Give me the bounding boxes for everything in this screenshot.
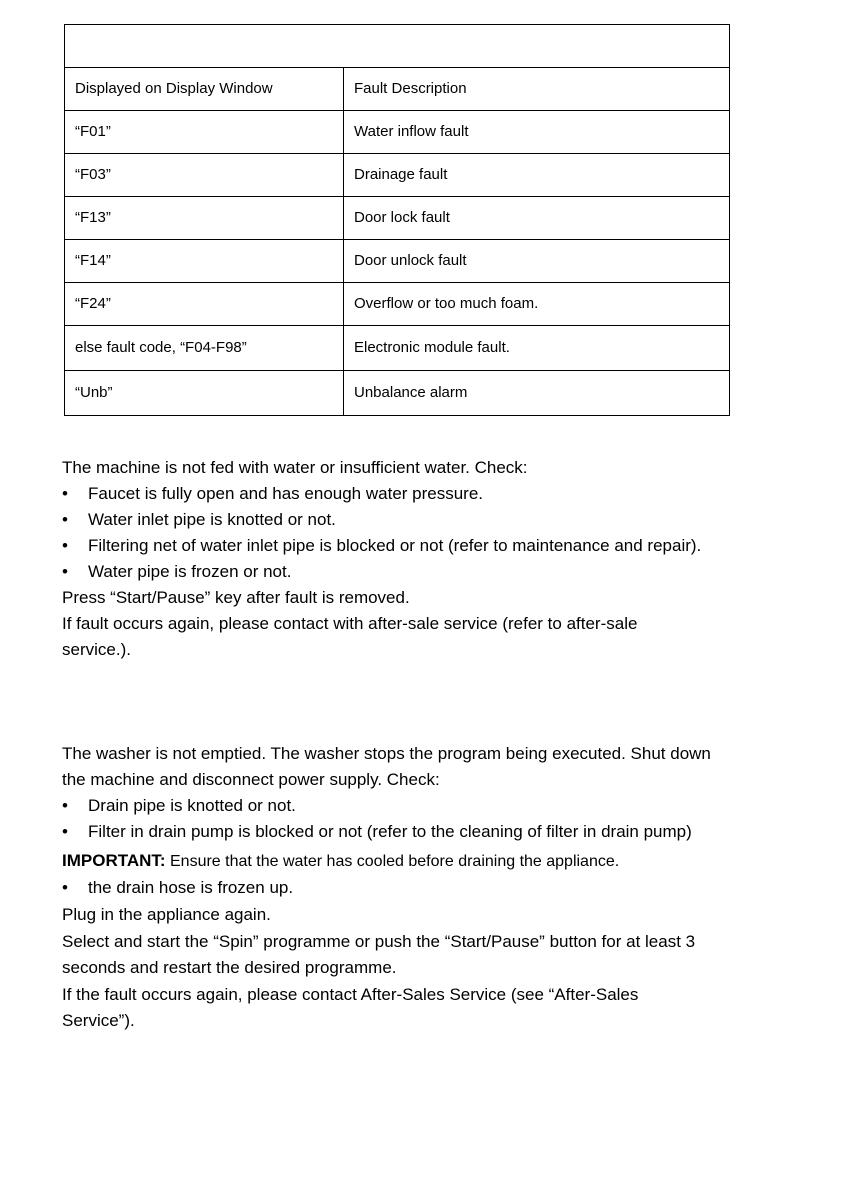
- table-title-row: [65, 25, 730, 68]
- table-row: [65, 197, 730, 240]
- water-press-start: Press “Start/Pause” key after fault is removed.: [62, 588, 410, 607]
- bullet-icon: •: [62, 562, 68, 581]
- header-display-window: Displayed on Display Window: [65, 68, 344, 111]
- drain-intro: The washer is not emptied. The washer stops the program being executed. Shut down the machine and disconnect power supply. Check:: [62, 744, 711, 789]
- table-row: [65, 154, 730, 197]
- fault-code-cell: “F03”: [65, 154, 344, 197]
- important-note: [62, 848, 762, 875]
- table-row: [65, 111, 730, 154]
- water-check-list: [62, 481, 762, 585]
- table-row: [65, 371, 730, 416]
- list-item: [62, 559, 762, 585]
- fault-description-cell: Drainage fault: [344, 154, 730, 197]
- list-item-text: Drain pipe is knotted or not.: [88, 796, 296, 815]
- bullet-icon: •: [62, 536, 68, 555]
- fault-code-cell: “Unb”: [65, 371, 344, 416]
- important-label: IMPORTANT:: [62, 851, 166, 870]
- bullet-icon: •: [62, 822, 68, 841]
- drainage-section: [62, 741, 762, 1034]
- bullet-icon: •: [62, 510, 68, 529]
- drain-frozen-list: [62, 875, 762, 901]
- fault-description-cell: Overflow or too much foam.: [344, 283, 730, 326]
- drain-plug-in: Plug in the appliance again.: [62, 905, 271, 924]
- list-item-text: the drain hose is frozen up.: [88, 878, 294, 897]
- fault-code-cell: “F01”: [65, 111, 344, 154]
- drain-check-list: [62, 793, 762, 845]
- table-row: [65, 240, 730, 283]
- fault-description-cell: Door lock fault: [344, 197, 730, 240]
- fault-code-table: [64, 24, 730, 416]
- list-item-text: Filter in drain pump is blocked or not (refer to the cleaning of filter in drain pump): [88, 822, 692, 841]
- drain-select-spin: Select and start the “Spin” programme or push the “Start/Pause” button for at least 3 seconds and restart the desired programme.: [62, 932, 696, 977]
- table-title-cell: [65, 25, 730, 68]
- bullet-icon: •: [62, 878, 68, 897]
- list-item: [62, 793, 762, 819]
- list-item-text: Water inlet pipe is knotted or not.: [88, 510, 336, 529]
- list-item-text: Faucet is fully open and has enough water pressure.: [88, 484, 484, 503]
- important-text: Ensure that the water has cooled before draining the appliance.: [165, 853, 620, 870]
- table-row: [65, 283, 730, 326]
- bullet-icon: •: [62, 484, 68, 503]
- list-item: [62, 875, 762, 901]
- table-header-row: [65, 68, 730, 111]
- list-item: [62, 507, 762, 533]
- fault-code-cell: “F14”: [65, 240, 344, 283]
- fault-description-cell: Electronic module fault.: [344, 326, 730, 371]
- list-item-text: Filtering net of water inlet pipe is blocked or not (refer to maintenance and repair).: [88, 536, 702, 555]
- water-contact-service: If fault occurs again, please contact with after-sale service (refer to after-sale service.).: [62, 614, 638, 659]
- water-inflow-section: [62, 455, 762, 663]
- fault-code-cell: else fault code, “F04-F98”: [65, 326, 344, 371]
- bullet-icon: •: [62, 796, 68, 815]
- fault-code-cell: “F13”: [65, 197, 344, 240]
- water-intro: The machine is not fed with water or insufficient water. Check:: [62, 458, 528, 477]
- table-row: [65, 326, 730, 371]
- fault-description-cell: Water inflow fault: [344, 111, 730, 154]
- header-fault-description: Fault Description: [344, 68, 730, 111]
- list-item: [62, 481, 762, 507]
- fault-description-cell: Unbalance alarm: [344, 371, 730, 416]
- drain-contact-service: If the fault occurs again, please contact After-Sales Service (see “After-Sales Service”).: [62, 985, 639, 1030]
- list-item: [62, 533, 718, 559]
- list-item: [62, 819, 762, 845]
- list-item-text: Water pipe is frozen or not.: [88, 562, 292, 581]
- fault-description-cell: Door unlock fault: [344, 240, 730, 283]
- fault-code-cell: “F24”: [65, 283, 344, 326]
